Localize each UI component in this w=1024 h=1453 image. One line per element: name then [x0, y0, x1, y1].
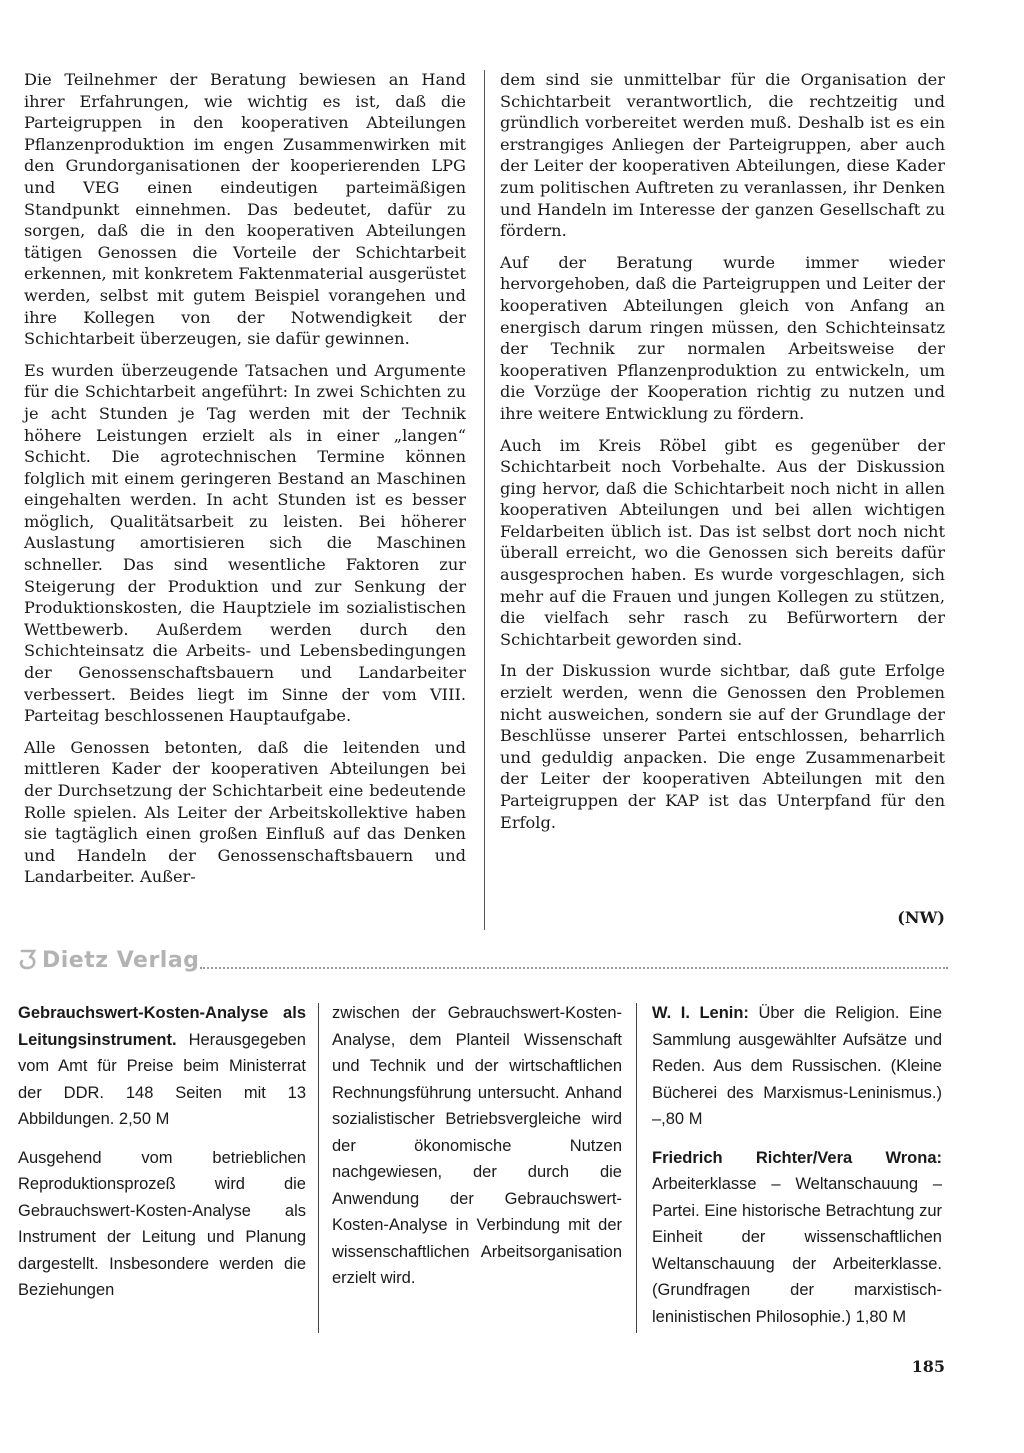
book-details: Über die Religion. Eine Sammlung ausgewählter Aufsätze und Reden. Aus dem Russischen. (Kleine Bücherei des Marxismus-Leninismus.) –,80 M — [652, 1004, 942, 1128]
article-paragraph: Die Teilnehmer der Beratung bewiesen an Hand ihrer Erfahrungen, wie wichtig es ist, daß die Parteigruppen in den kooperativen Abteilungen Pflanzenproduktion im engen Zusammenwirken mit den Grundorganisationen der kooperierenden LPG und VEG einen eindeutigen parteimäßigen Standpunkt einnehmen. Das bedeutet, dafür zu sorgen, daß die in den kooperativen Abteilungen tätigen Genossen die Vorteile der Schichtarbeit erkennen, mit konkretem Faktenmaterial ausgerüstet werden, selbst mit gutem Beispiel vorangehen und ihre Kollegen von der Notwendigkeit der Schichtarbeit überzeugen, sie dafür gewinnen. — [24, 70, 466, 349]
column-divider — [318, 1003, 319, 1333]
book-details: Arbeiterklasse – Weltanschauung – Partei. Eine historische Betrachtung zur Einheit der wissenschaftlichen Weltanschauung der Arbeiterklasse. (Grundfragen der marxistisch-leninistischen Philosophie.) 1,80 M — [652, 1175, 942, 1326]
book-description: Ausgehend vom betrieblichen Reproduktionsprozeß wird die Gebrauchswert-Kosten-Analyse als Instrument der Leitung und Planung dargestellt. Insbesondere werden die Beziehungen — [18, 1148, 306, 1299]
article-right-column — [500, 69, 945, 843]
author-signature: (NW) — [897, 908, 945, 927]
book-author: W. I. Lenin: — [652, 1004, 749, 1022]
book-description: zwischen der Gebrauchswert-Kosten-Analyse, dem Planteil Wissenschaft und Technik und der wirtschaftlichen Rechnungsführung untersucht. Anhand sozialistischer Betriebsvergleiche wird der ökonomische Nutzen nachgewiesen, der durch die Anwendung der Gebrauchswert-Kosten-Analyse in Verbindung mit der wissenschaftlichen Arbeitsorganisation erzielt wird. — [332, 1004, 622, 1287]
book-entry — [652, 1145, 942, 1331]
column-divider — [636, 1003, 637, 1333]
book-details: Herausgegeben vom Amt für Preise beim Ministerrat der DDR. 148 Seiten mit 13 Abbildungen. 2,50 M — [18, 1030, 306, 1128]
article-paragraph: Auch im Kreis Röbel gibt es gegenüber der Schichtarbeit noch Vorbehalte. Aus der Diskussion ging hervor, daß die Schichtarbeit noch nicht in allen kooperativen Abteilungen und bei allen wichtigen Feldarbeiten üblich ist. Das ist selbst dort noch nicht überall erreicht, wo die Genossen sich bereits dafür ausgesprochen haben. Es wurde vorgeschlagen, sich mehr auf die Frauen und jungen Kollegen zu stützen, die vielfach sehr rasch zu Befürwortern der Schichtarbeit geworden sind. — [500, 435, 945, 649]
book-entry — [652, 1000, 942, 1133]
book-notice-column-1 — [18, 1000, 306, 1316]
page-number: 185 — [911, 1357, 945, 1376]
article-paragraph: dem sind sie unmittelbar für die Organisation der Schichtarbeit verantwortlich, die rechtzeitig und gründlich vorbereitet werden muß. Deshalb ist es ein erstrangiges Anliegen der Parteigruppen, aber auch der Leiter der kooperativen Abteilungen, diese Kader zum politischen Auftreten zu veranlassen, ihr Denken und Handeln im Interesse der ganzen Gesellschaft zu fördern. — [500, 70, 945, 241]
publisher-rule — [200, 967, 948, 969]
publisher-name: Dietz Verlag — [42, 948, 200, 973]
book-notice-column-3 — [652, 1000, 942, 1342]
book-title: Gebrauchswert-Kosten-Analyse als Leitungsinstrument. — [18, 1004, 306, 1049]
publisher-header — [18, 948, 199, 973]
book-notice-column-2 — [332, 1000, 622, 1304]
article-paragraph: Es wurden überzeugende Tatsachen und Argumente für die Schichtarbeit angeführt: In zwei Schichten zu je acht Stunden je Tag werden mit der Technik höhere Leistungen erzielt als in einer „langen“ Schicht. Die agrotechnischen Termine können folglich mit einem geringeren Bestand an Maschinen eingehalten werden. In acht Stunden ist es besser möglich, Qualitätsarbeit zu leisten. Bei höherer Auslastung amortisieren sich die Maschinen schneller. Das sind wesentliche Faktoren zur Steigerung der Produktion und zur Senkung der Produktionskosten, die Hauptziele im sozialistischen Wettbewerb. Außerdem werden durch den Schichteinsatz die Arbeits- und Lebensbedingungen der Genossenschaftsbauern und Landarbeiter verbessert. Beides liegt im Sinne der vom VIII. Parteitag beschlossenen Hauptaufgabe. — [24, 360, 466, 726]
column-divider — [484, 70, 485, 930]
article-paragraph: Auf der Beratung wurde immer wieder hervorgehoben, daß die Parteigruppen und Leiter der kooperativen Abteilungen gleich von Anfang an energisch darum ringen müssen, den Schichteinsatz der Technik zur normalen Arbeitsweise der kooperativen Pflanzenproduktion zu entwickeln, um die Vorzüge der Kooperation richtig zu nutzen und ihre weitere Entwicklung zu fördern. — [500, 252, 945, 423]
book-entry — [18, 1000, 306, 1133]
article-left-column — [24, 69, 466, 898]
book-author: Friedrich Richter/Vera Wrona: — [652, 1148, 942, 1167]
dietz-logo-icon — [18, 948, 38, 973]
article-paragraph: Alle Genossen betonten, daß die leitenden und mittleren Kader der kooperativen Abteilungen bei der Durchsetzung der Schichtarbeit eine bedeutende Rolle spielen. Als Leiter der Arbeitskollektive haben sie tagtäglich einen großen Einfluß auf das Denken und Handeln der Genossenschaftsbauern und Landarbeiter. Außer- — [24, 737, 466, 887]
article-paragraph: In der Diskussion wurde sichtbar, daß gute Erfolge erzielt werden, wenn die Genossen den Problemen nicht ausweichen, sondern sie auf der Grundlage der Beschlüsse unserer Partei entschlossen, beharrlich und geduldig anpacken. Die enge Zusammenarbeit der Leiter der kooperativen Abteilungen mit den Parteigruppen der KAP ist das Unterpfand für den Erfolg. — [500, 661, 945, 832]
